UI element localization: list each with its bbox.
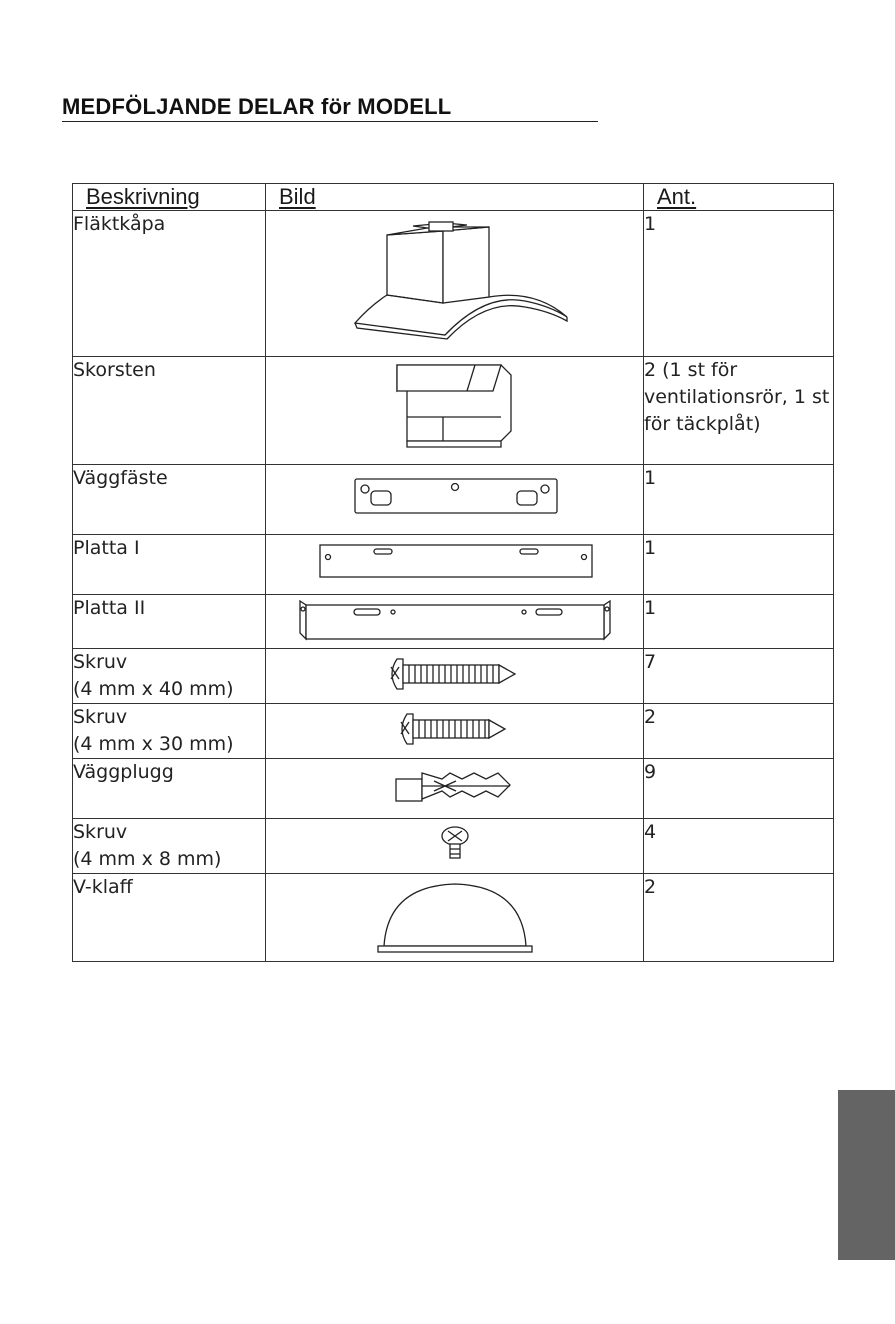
part-image-cell xyxy=(266,211,644,357)
part-image-cell xyxy=(266,704,644,759)
flap-drawing-icon xyxy=(370,874,540,960)
part-quantity: 2 (1 st för ventilationsrör, 1 st för täckplåt) xyxy=(644,357,834,465)
column-header-description: Beskrivning xyxy=(73,184,266,211)
part-quantity: 2 xyxy=(644,874,834,962)
table-row xyxy=(73,704,834,759)
part-description: Skruv (4 mm x 30 mm) xyxy=(73,704,266,759)
table-row xyxy=(73,595,834,649)
part-description: Fläktkåpa xyxy=(73,211,266,357)
table-row xyxy=(73,535,834,595)
column-header-quantity: Ant. xyxy=(644,184,834,211)
table-row xyxy=(73,649,834,704)
table-row xyxy=(73,357,834,465)
wall-bracket-drawing-icon xyxy=(345,465,565,525)
table-row xyxy=(73,211,834,357)
part-image-cell xyxy=(266,595,644,649)
screw-medium-drawing-icon xyxy=(395,704,515,754)
column-header-image: Bild xyxy=(266,184,644,211)
title-underline xyxy=(62,121,598,122)
part-quantity: 1 xyxy=(644,211,834,357)
part-image-cell xyxy=(266,357,644,465)
table-row xyxy=(73,465,834,535)
part-image-cell xyxy=(266,649,644,704)
part-quantity: 2 xyxy=(644,704,834,759)
part-description: Skruv (4 mm x 8 mm) xyxy=(73,819,266,874)
table-row xyxy=(73,874,834,962)
part-description: Platta I xyxy=(73,535,266,595)
part-quantity: 1 xyxy=(644,595,834,649)
part-image-cell xyxy=(266,819,644,874)
page-title: MEDFÖLJANDE DELAR för MODELL xyxy=(62,94,452,119)
part-image-cell xyxy=(266,535,644,595)
table-header-row xyxy=(73,184,834,211)
part-description: Väggplugg xyxy=(73,759,266,819)
parts-table xyxy=(72,183,834,962)
part-quantity: 4 xyxy=(644,819,834,874)
part-quantity: 9 xyxy=(644,759,834,819)
part-description: Skorsten xyxy=(73,357,266,465)
part-image-cell xyxy=(266,874,644,962)
part-description: Platta II xyxy=(73,595,266,649)
part-quantity: 7 xyxy=(644,649,834,704)
hood-drawing-icon xyxy=(335,211,575,341)
part-description: Väggfäste xyxy=(73,465,266,535)
wall-plug-drawing-icon xyxy=(390,759,520,809)
part-quantity: 1 xyxy=(644,535,834,595)
part-image-cell xyxy=(266,465,644,535)
screw-short-drawing-icon xyxy=(435,819,475,869)
plate-one-drawing-icon xyxy=(310,535,600,585)
table-row xyxy=(73,819,834,874)
chimney-drawing-icon xyxy=(375,357,535,457)
section-tab xyxy=(838,1090,895,1260)
table-row xyxy=(73,759,834,819)
screw-long-drawing-icon xyxy=(385,649,525,699)
part-description: Skruv (4 mm x 40 mm) xyxy=(73,649,266,704)
part-image-cell xyxy=(266,759,644,819)
plate-two-drawing-icon xyxy=(290,595,620,645)
part-description: V-klaff xyxy=(73,874,266,962)
part-quantity: 1 xyxy=(644,465,834,535)
